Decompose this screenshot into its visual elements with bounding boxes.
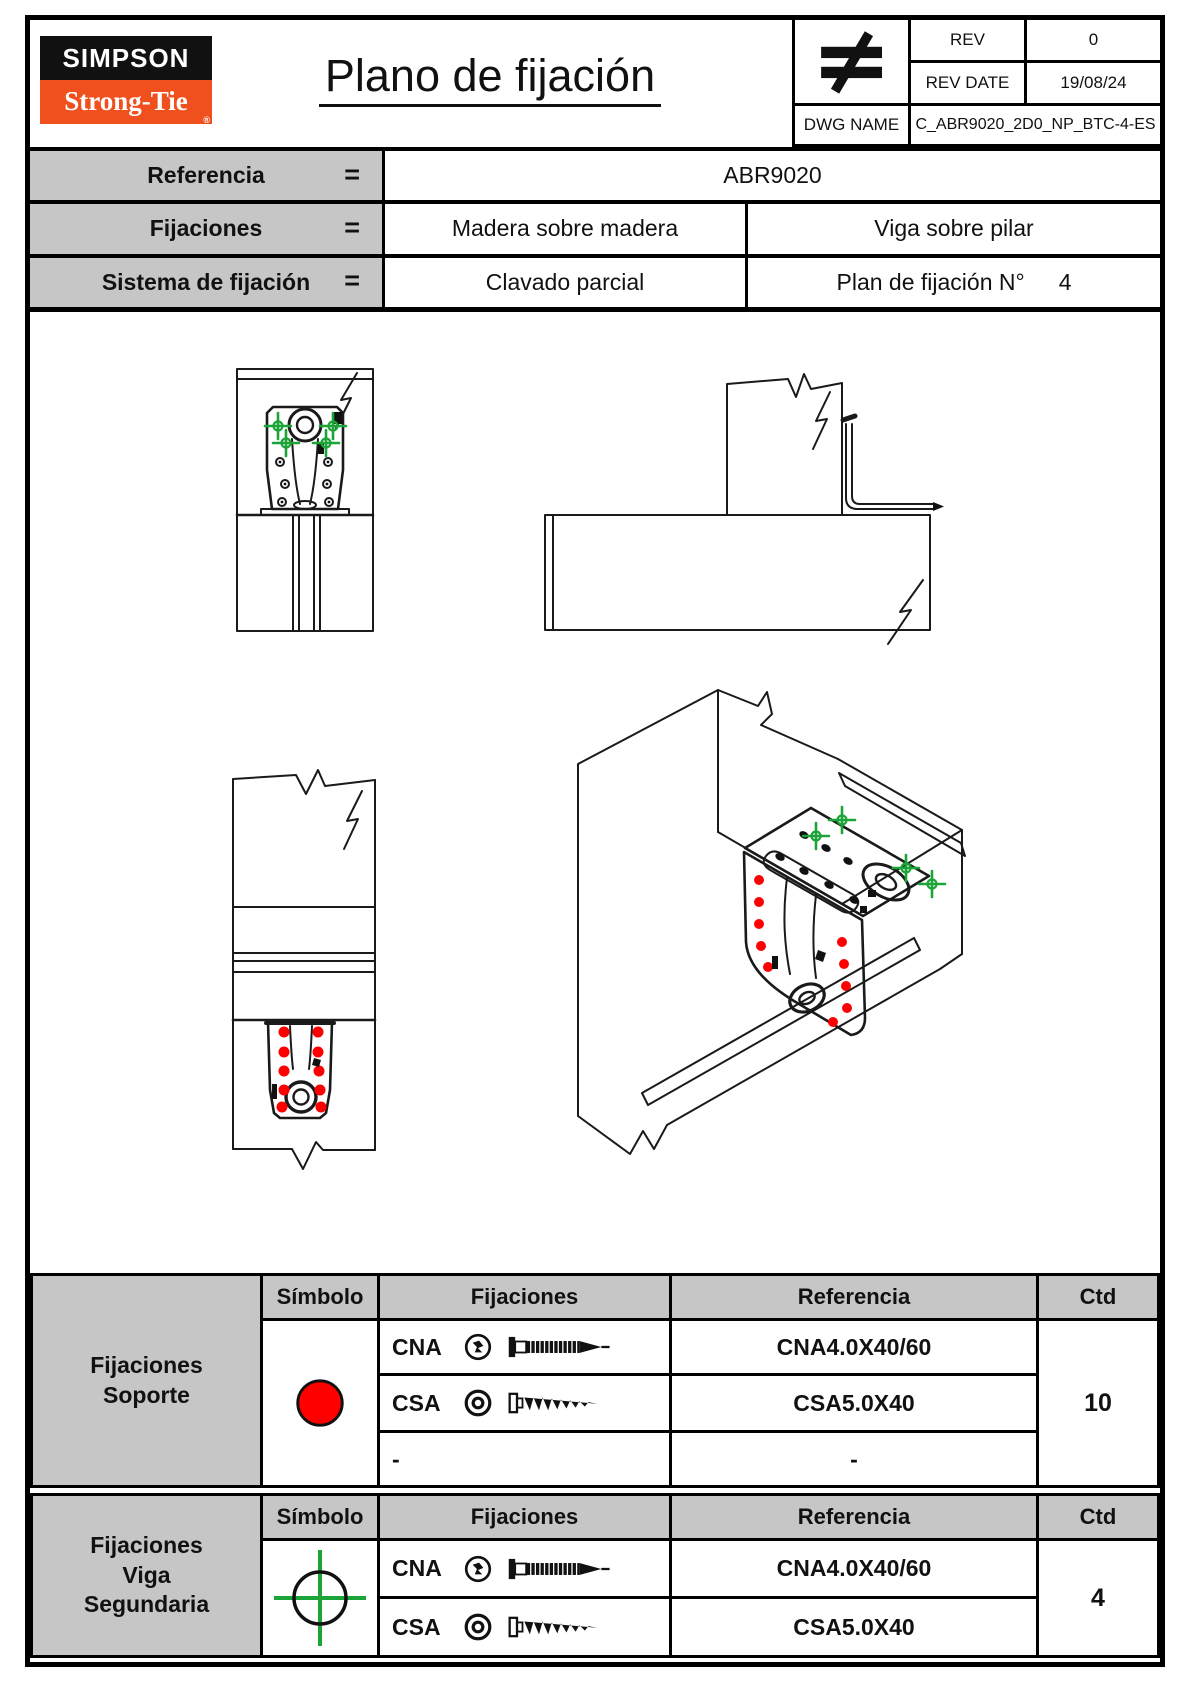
dwg-name-value: C_ABR9020_2D0_NP_BTC-4-ES [911,106,1160,144]
table2-row-cna-fixing [380,1541,669,1596]
ring-shank-nail-icon [506,1334,616,1360]
fixing-code: CSA [392,1389,441,1416]
wood-screw-icon [506,1614,616,1640]
table1-row-cna-fixing [380,1321,669,1373]
rev-value: 0 [1027,20,1160,60]
table2-header-reference: Referencia [672,1496,1036,1538]
drawing-area [30,312,1160,1273]
isometric-view [578,690,965,1154]
fixing-code: CNA [392,1555,442,1581]
wood-screw-icon [506,1390,616,1416]
support-fixing-markers [277,1027,327,1113]
equals-sign: = [344,158,360,189]
rev-date-label: REV DATE [911,63,1024,103]
bracket-rear-view [233,770,375,1169]
secondary-symbol-cell [263,1541,377,1655]
table1-ref-csa: CSA5.0X40 [672,1376,1036,1430]
page-title: Plano de fijación [190,50,790,102]
title-block [792,20,1160,147]
logo-strongtie: Strong-Tie ® [40,80,212,124]
sistema-label: Sistema de fijación = [30,258,382,307]
table1-ref-cna: CNA4.0X40/60 [672,1321,1036,1373]
fixing-code: CSA [392,1613,441,1640]
equals-sign: = [344,265,360,296]
fixing-code: - [392,1445,400,1472]
nail-head-view-icon [463,1332,493,1362]
info-row-referencia [30,151,1160,200]
screw-head-view-icon [463,1612,493,1642]
table2-ref-csa: CSA5.0X40 [672,1599,1036,1655]
table1-header-reference: Referencia [672,1276,1036,1318]
logo-simpson: SIMPSON [40,36,212,80]
table1-group-label: Fijaciones Soporte [33,1276,260,1485]
fijaciones-value-1: Madera sobre madera [385,204,745,253]
table1-header-fixings: Fijaciones [380,1276,669,1318]
table2-group-label: Fijaciones Viga Segundaria [33,1496,260,1655]
table2-ref-cna: CNA4.0X40/60 [672,1541,1036,1596]
table1-ref-dash: - [672,1433,1036,1485]
screw-head-view-icon [463,1388,493,1418]
table2-row-csa-fixing [380,1599,669,1655]
table1-row-csa-fixing [380,1376,669,1430]
referencia-label: Referencia = [30,151,382,200]
rev-date-value: 19/08/24 [1027,63,1160,103]
rev-label: REV [911,20,1024,60]
fijaciones-label: Fijaciones = [30,204,382,253]
table2-header-qty: Ctd [1039,1496,1157,1538]
ring-shank-nail-icon [506,1556,616,1582]
reference-info [30,151,1160,312]
fixing-code: CNA [392,1333,442,1360]
secondary-fixing-markers [265,413,346,456]
plan-number-cell [748,258,1160,307]
support-fixings-table [30,1273,1160,1488]
referencia-value: ABR9020 [385,151,1160,200]
plan-number-value: 4 [1058,268,1072,295]
equals-sign: = [344,212,360,243]
bracket-front-view [237,369,373,631]
dwg-name-label: DWG NAME [795,106,908,144]
plan-number-label: Plan de fijación N° [836,268,1025,295]
not-equal-logo-icon [795,20,908,103]
connection-side-view [545,374,944,644]
simpson-strongtie-logo [40,36,212,124]
table1-header-qty: Ctd [1039,1276,1157,1318]
table1-qty: 10 [1039,1321,1157,1485]
technical-drawing [30,312,1160,1273]
table2-header-symbol: Símbolo [263,1496,377,1538]
secondary-beam-fixings-table [30,1493,1160,1658]
info-row-fijaciones [30,204,1160,253]
table2-qty: 4 [1039,1541,1157,1655]
green-crosshair-circle-icon [268,1546,372,1650]
sheet-frame [25,15,1165,1667]
table2-header-fixings: Fijaciones [380,1496,669,1538]
table1-row-dash-fixing [380,1433,669,1485]
fijaciones-value-2: Viga sobre pilar [748,204,1160,253]
nail-head-view-icon [463,1554,493,1584]
support-symbol-cell [263,1321,377,1485]
filled-red-circle-icon [291,1374,349,1432]
info-row-sistema [30,258,1160,307]
registered-mark: ® [203,115,210,125]
sheet-header [30,20,1160,151]
table1-header-symbol: Símbolo [263,1276,377,1318]
sistema-value: Clavado parcial [385,258,745,307]
